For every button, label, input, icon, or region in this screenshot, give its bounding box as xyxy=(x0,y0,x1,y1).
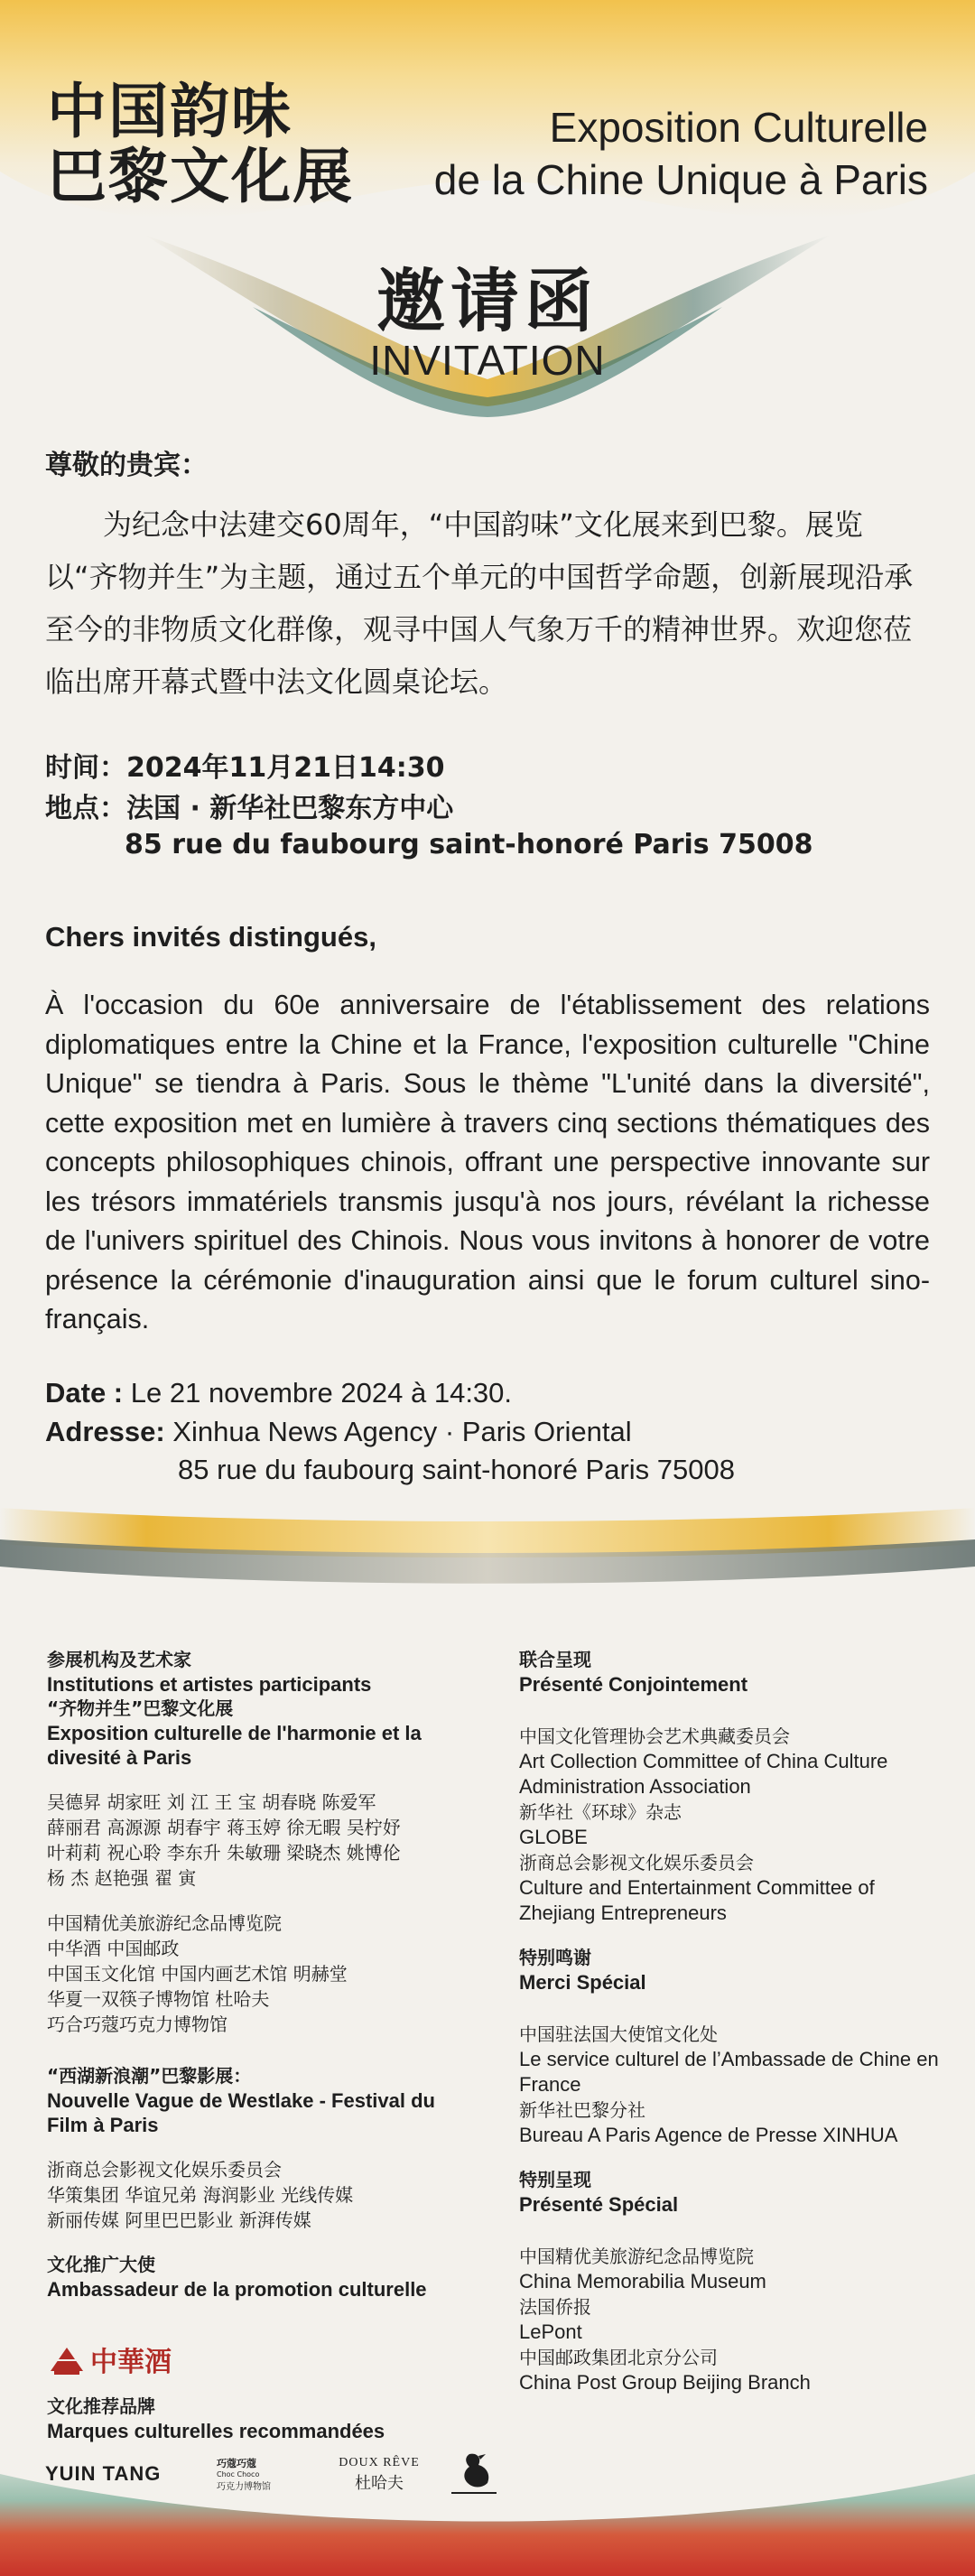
lepont-cn: 法国侨报 xyxy=(519,2296,591,2318)
post-fr: China Post Group Beijing Branch xyxy=(519,2371,811,2394)
brands-heading xyxy=(47,2395,385,2443)
museum-fr: China Memorabilia Museum xyxy=(519,2270,766,2292)
paragraph-fr: À l'occasion du 60e anniversaire de l'établissement des relations diplomatiques entre la Chine et la France, l'exposition culturelle "Chine Unique" se tiendra à Paris. Sous le thème "L'unité dans la diversité", cette exposition met en lumière à travers cinq sections thématiques des concepts philosophiques chinois, offrant une perspective innovante sur les trésors immatériels transmis jusqu'à nos jours, révélant la richesse de l'univers spirituel des Chinois. Nous vous invitons à honorer de votre présence la cérémonie d'inauguration ainsi que le forum culturel sino-français. xyxy=(45,990,930,1334)
adresse-value: Xinhua News Agency · Paris Oriental xyxy=(164,1416,632,1447)
title-french: Exposition Culturelle de la Chine Unique à Paris xyxy=(433,104,928,203)
greeting-cn: 尊敬的贵宾： xyxy=(45,450,208,481)
doux-reve-logo-cn: 杜哈夫 xyxy=(355,2474,404,2493)
greeting-fr: Chers invités distingués, xyxy=(45,921,376,953)
place-line-cn xyxy=(45,786,453,825)
participants-heading-fr: Institutions et artistes participants xyxy=(47,1673,372,1696)
film-org-list: 浙商总会影视文化娱乐委员会 华策集团 华谊兄弟 海润影业 光线传媒 新丽传媒 阿里巴巴影业 新湃传媒 xyxy=(47,2159,354,2231)
xinhua-fr: Bureau A Paris Agence de Presse XINHUA xyxy=(519,2124,898,2146)
invitation-title-cn: 邀请函 xyxy=(376,261,599,341)
invitation-title-en: INVITATION xyxy=(369,337,606,384)
joint-heading-cn: 联合呈现 xyxy=(519,1649,591,1670)
zhejiang-cn: 浙商总会影视文化娱乐委员会 xyxy=(519,1852,754,1874)
brands-heading-fr: Marques culturelles recommandées xyxy=(47,2420,385,2442)
committee-fr: Art Collection Committee of China Culture Administration Association xyxy=(519,1750,888,1798)
address-cn: 85 rue du faubourg saint-honoré Paris 75008 xyxy=(125,829,813,860)
westlake-heading-cn: “西湖新浪潮”巴黎影展： xyxy=(47,2065,252,2087)
place-label: 地点： xyxy=(45,793,126,824)
globe-cn: 新华社《环球》杂志 xyxy=(519,1801,682,1823)
artist-list: 吴德昇 胡家旺 刘 江 王 宝 胡春晓 陈爱军 薛丽君 高源源 胡春宇 蒋玉婷 徐无暇 吴柠妤 叶莉莉 祝心聆 李东升 朱敏珊 梁晓杰 姚博伦 杨 杰 赵艳强 翟 寅 xyxy=(47,1791,401,1889)
ambassador-heading-cn: 文化推广大使 xyxy=(47,2254,155,2275)
place-value: 法国 · 新华社巴黎东方中心 xyxy=(126,793,454,824)
globe-fr: GLOBE xyxy=(519,1826,588,1848)
middle-gradient-decoration xyxy=(0,1472,975,1625)
brands-heading-cn: 文化推荐品牌 xyxy=(47,2395,155,2417)
adresse-line-fr xyxy=(45,1416,632,1448)
time-label: 时间： xyxy=(45,752,126,784)
committee-cn: 中国文化管理协会艺术典藏委员会 xyxy=(519,1725,790,1747)
joint-heading-fr: Présenté Conjointement xyxy=(519,1673,748,1696)
westlake-heading-fr: Nouvelle Vague de Westlake - Festival du Film à Paris xyxy=(47,2089,435,2136)
xinhua-cn: 新华社巴黎分社 xyxy=(519,2099,645,2121)
date-label: Date : xyxy=(45,1377,124,1409)
brand-logo-row xyxy=(45,2447,551,2501)
lepont-fr: LePont xyxy=(519,2320,582,2343)
qiaokou-logo-en: Choc Choco xyxy=(217,2470,260,2478)
merci-heading-cn: 特别鸣谢 xyxy=(519,1947,591,1968)
institution-list: 中国精优美旅游纪念品博览院 中华酒 中国邮政 中国玉文化馆 中国内画艺术馆 明赫堂 华夏一双筷子博物馆 杜哈夫 巧合巧蔻巧克力博物馆 xyxy=(47,1912,348,2035)
paragraph-cn: 为纪念中法建交60周年，“中国韵味”文化展来到巴黎。展览以“齐物并生”为主题，通过五个单元的中国哲学命题，创新展现沿承至今的非物质文化群像，观寻中国人气象万千的精神世界。欢迎您莅临出席开幕式暨中法文化圆桌论坛。 xyxy=(45,507,914,699)
adresse-label: Adresse: xyxy=(45,1416,165,1447)
special-heading-fr: Présenté Spécial xyxy=(519,2193,679,2216)
ambassador-heading-fr: Ambassadeur de la promotion culturelle xyxy=(47,2278,427,2301)
post-cn: 中国邮政集团北京分公司 xyxy=(519,2347,718,2368)
harmony-heading-cn: “齐物并生”巴黎文化展 xyxy=(47,1697,234,1719)
museum-cn: 中国精优美旅游纪念品博览院 xyxy=(519,2246,754,2267)
zhejiang-fr: Culture and Entertainment Committee of Zhejiang Entrepreneurs xyxy=(519,1876,875,1924)
time-line-cn xyxy=(45,745,445,785)
merci-heading-fr: Merci Spécial xyxy=(519,1971,646,1994)
participants-heading-cn: 参展机构及艺术家 xyxy=(47,1649,191,1670)
zhonghuajiu-logo-text: 中華酒 xyxy=(90,2347,172,2378)
time-value: 2024年11月21日14:30 xyxy=(126,752,445,784)
harmony-heading-fr: Exposition culturelle de l'harmonie et la divesité à Paris xyxy=(47,1722,422,1769)
bird-logo-icon xyxy=(442,2447,506,2501)
zhonghuajiu-logo xyxy=(47,2340,228,2380)
date-value: Le 21 novembre 2024 à 14:30. xyxy=(123,1377,513,1409)
address-fr: 85 rue du faubourg saint-honoré Paris 75008 xyxy=(178,1454,735,1485)
qiaokou-logo-museum: 巧克力博物馆 xyxy=(217,2482,271,2492)
pagoda-icon xyxy=(47,2340,228,2380)
qiaokou-logo-cn: 巧蔻巧蔻 xyxy=(217,2458,256,2469)
embassy-cn: 中国驻法国大使馆文化处 xyxy=(519,2023,718,2045)
date-line-fr xyxy=(45,1377,512,1409)
special-heading-cn: 特别呈现 xyxy=(519,2169,591,2190)
credits-left-column xyxy=(47,1648,471,2302)
credits-right-column xyxy=(519,1648,943,2395)
title-chinese: 中国韵味 巴黎文化展 xyxy=(47,77,354,211)
doux-reve-logo-fr: DOUX RÊVE xyxy=(339,2456,420,2469)
qiaokou-logo xyxy=(217,2456,316,2492)
doux-reve-logo xyxy=(330,2456,429,2494)
embassy-fr: Le service culturel de l’Ambassade de Chine en France xyxy=(519,2048,939,2096)
yuntang-logo: YUIN TANG xyxy=(45,2462,162,2485)
